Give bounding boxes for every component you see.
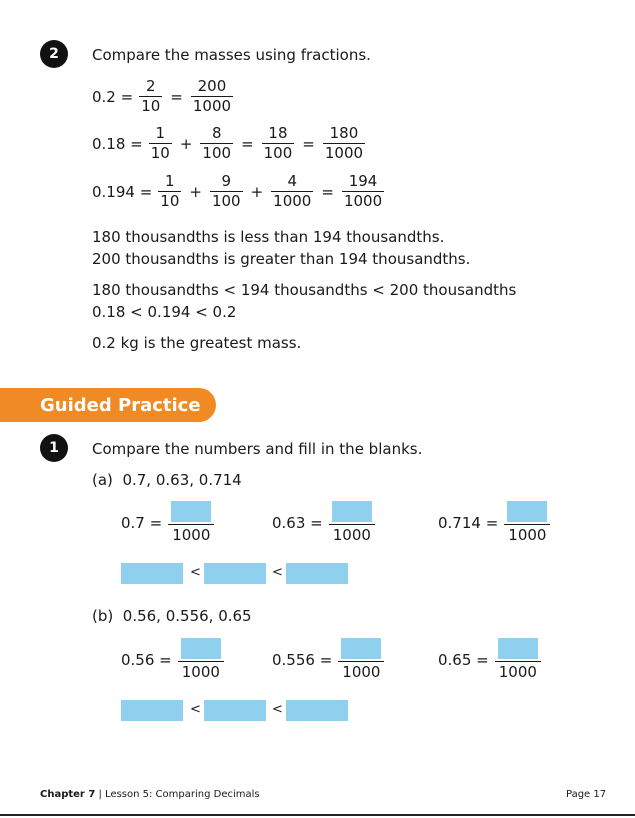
denominator: 1000: [495, 661, 541, 682]
footer-lesson: Lesson 5: Comparing Decimals: [105, 789, 260, 800]
answer-blank-1[interactable]: [121, 563, 183, 584]
answer-blank-5[interactable]: [204, 700, 266, 721]
answer-blank-4[interactable]: [121, 700, 183, 721]
fraction: [191, 77, 233, 116]
banner-title: Guided Practice: [40, 394, 201, 416]
part-b-label: (b): [92, 607, 114, 625]
denominator: 100: [202, 144, 232, 162]
question-instruction: Compare the masses using fractions.: [92, 46, 371, 64]
conclusion: 0.2 kg is the greatest mass.: [92, 334, 302, 352]
denominator: 1000: [343, 192, 383, 210]
numerator: 2: [145, 77, 156, 95]
less-than-sign: <: [190, 565, 201, 580]
denominator: 1000: [178, 661, 224, 682]
denominator: 1000: [192, 97, 232, 115]
denominator: 10: [160, 192, 180, 210]
denominator: 1000: [504, 524, 550, 545]
denominator: 1000: [324, 144, 364, 162]
answer-blank-3[interactable]: [286, 563, 348, 584]
practice-instruction: Compare the numbers and fill in the blanks.: [92, 440, 423, 458]
part-a-label: (a): [92, 471, 113, 489]
denominator: 1000: [338, 661, 384, 682]
denominator: 100: [211, 192, 241, 210]
blank-fraction: [168, 501, 214, 545]
fraction: [149, 124, 172, 163]
statement-3: 180 thousandths < 194 thousandths < 200 thousandths: [92, 281, 517, 299]
part-b-fraction-2: [272, 638, 384, 682]
equals-sign: =: [302, 134, 315, 153]
denominator: 1000: [329, 524, 375, 545]
numerator: 9: [221, 172, 232, 190]
blank-fraction: [178, 638, 224, 682]
plus-sign: +: [250, 182, 264, 201]
numerator-blank[interactable]: [507, 501, 547, 522]
numerator: 200: [197, 77, 227, 95]
statement-4: 0.18 < 0.194 < 0.2: [92, 303, 237, 321]
numerator-blank[interactable]: [171, 501, 211, 522]
decimal-label: 0.556 =: [272, 651, 333, 669]
blank-fraction: [495, 638, 541, 682]
fraction: [158, 172, 181, 211]
numerator-blank[interactable]: [341, 638, 381, 659]
guided-practice-banner: [0, 388, 216, 422]
fraction: [323, 124, 365, 163]
denominator: 10: [150, 144, 170, 162]
fraction: [210, 172, 243, 211]
part-b-fraction-3: [438, 638, 541, 682]
question-number: 2: [49, 46, 59, 62]
fraction: [139, 77, 162, 116]
decimal-label: 0.63 =: [272, 514, 323, 532]
denominator: 100: [263, 144, 293, 162]
numerator: 4: [287, 172, 298, 190]
part-b-fraction-1: [121, 638, 224, 682]
fraction: [200, 124, 233, 163]
blank-fraction: [338, 638, 384, 682]
footer-page-number: Page 17: [566, 789, 607, 800]
footer-chapter: Chapter 7: [40, 789, 96, 800]
decimal-label: 0.65 =: [438, 651, 489, 669]
practice-number: 1: [49, 440, 59, 456]
denominator: 1000: [168, 524, 214, 545]
equals-sign: =: [321, 182, 334, 201]
numerator: 8: [211, 124, 222, 142]
part-a-fraction-1: [121, 501, 214, 545]
numerator: 194: [348, 172, 378, 190]
statement-1: 180 thousandths is less than 194 thousandths.: [92, 228, 445, 246]
denominator: 10: [141, 97, 161, 115]
plus-sign: +: [189, 182, 202, 201]
plus-sign: +: [179, 134, 193, 153]
less-than-sign: <: [272, 702, 283, 717]
numerator: 18: [268, 124, 288, 142]
less-than-sign: <: [272, 565, 283, 580]
numerator: 1: [165, 172, 175, 190]
equation-lhs: 0.2 =: [92, 87, 134, 106]
decimal-label: 0.7 =: [121, 514, 163, 532]
decimal-label: 0.56 =: [121, 651, 172, 669]
denominator: 1000: [273, 192, 312, 210]
equation-lhs: 0.18 =: [92, 134, 143, 153]
part-b-numbers: 0.56, 0.556, 0.65: [122, 607, 252, 625]
numerator: 1: [155, 124, 166, 142]
part-a-numbers: 0.7, 0.63, 0.714: [122, 471, 242, 489]
footer-chapter-info: Chapter 7 | Lesson 5: Comparing Decimals: [40, 789, 260, 800]
equation-line-1: [92, 77, 236, 116]
answer-blank-2[interactable]: [204, 563, 266, 584]
numerator-blank[interactable]: [181, 638, 221, 659]
part-a-fraction-2: [272, 501, 375, 545]
practice-number-badge: [40, 434, 68, 462]
bottom-rule: [0, 814, 635, 816]
part-b-header: [92, 607, 252, 625]
numerator-blank[interactable]: [332, 501, 372, 522]
equals-sign: =: [241, 134, 254, 153]
answer-blank-6[interactable]: [286, 700, 348, 721]
blank-fraction: [504, 501, 550, 545]
decimal-label: 0.714 =: [438, 514, 499, 532]
less-than-sign: <: [190, 702, 201, 717]
numerator-blank[interactable]: [498, 638, 538, 659]
fraction: [271, 172, 313, 211]
fraction: [342, 172, 384, 211]
fraction: [262, 124, 295, 163]
equation-line-3: [92, 172, 387, 211]
blank-fraction: [329, 501, 375, 545]
part-a-fraction-3: [438, 501, 550, 545]
equation-lhs: 0.194 =: [92, 182, 153, 201]
part-a-header: [92, 471, 242, 489]
numerator: 180: [329, 124, 359, 142]
question-number-badge: [40, 40, 68, 68]
equals-sign: =: [170, 87, 183, 106]
statement-2: 200 thousandths is greater than 194 thousandths.: [92, 250, 471, 268]
equation-line-2: [92, 124, 368, 163]
